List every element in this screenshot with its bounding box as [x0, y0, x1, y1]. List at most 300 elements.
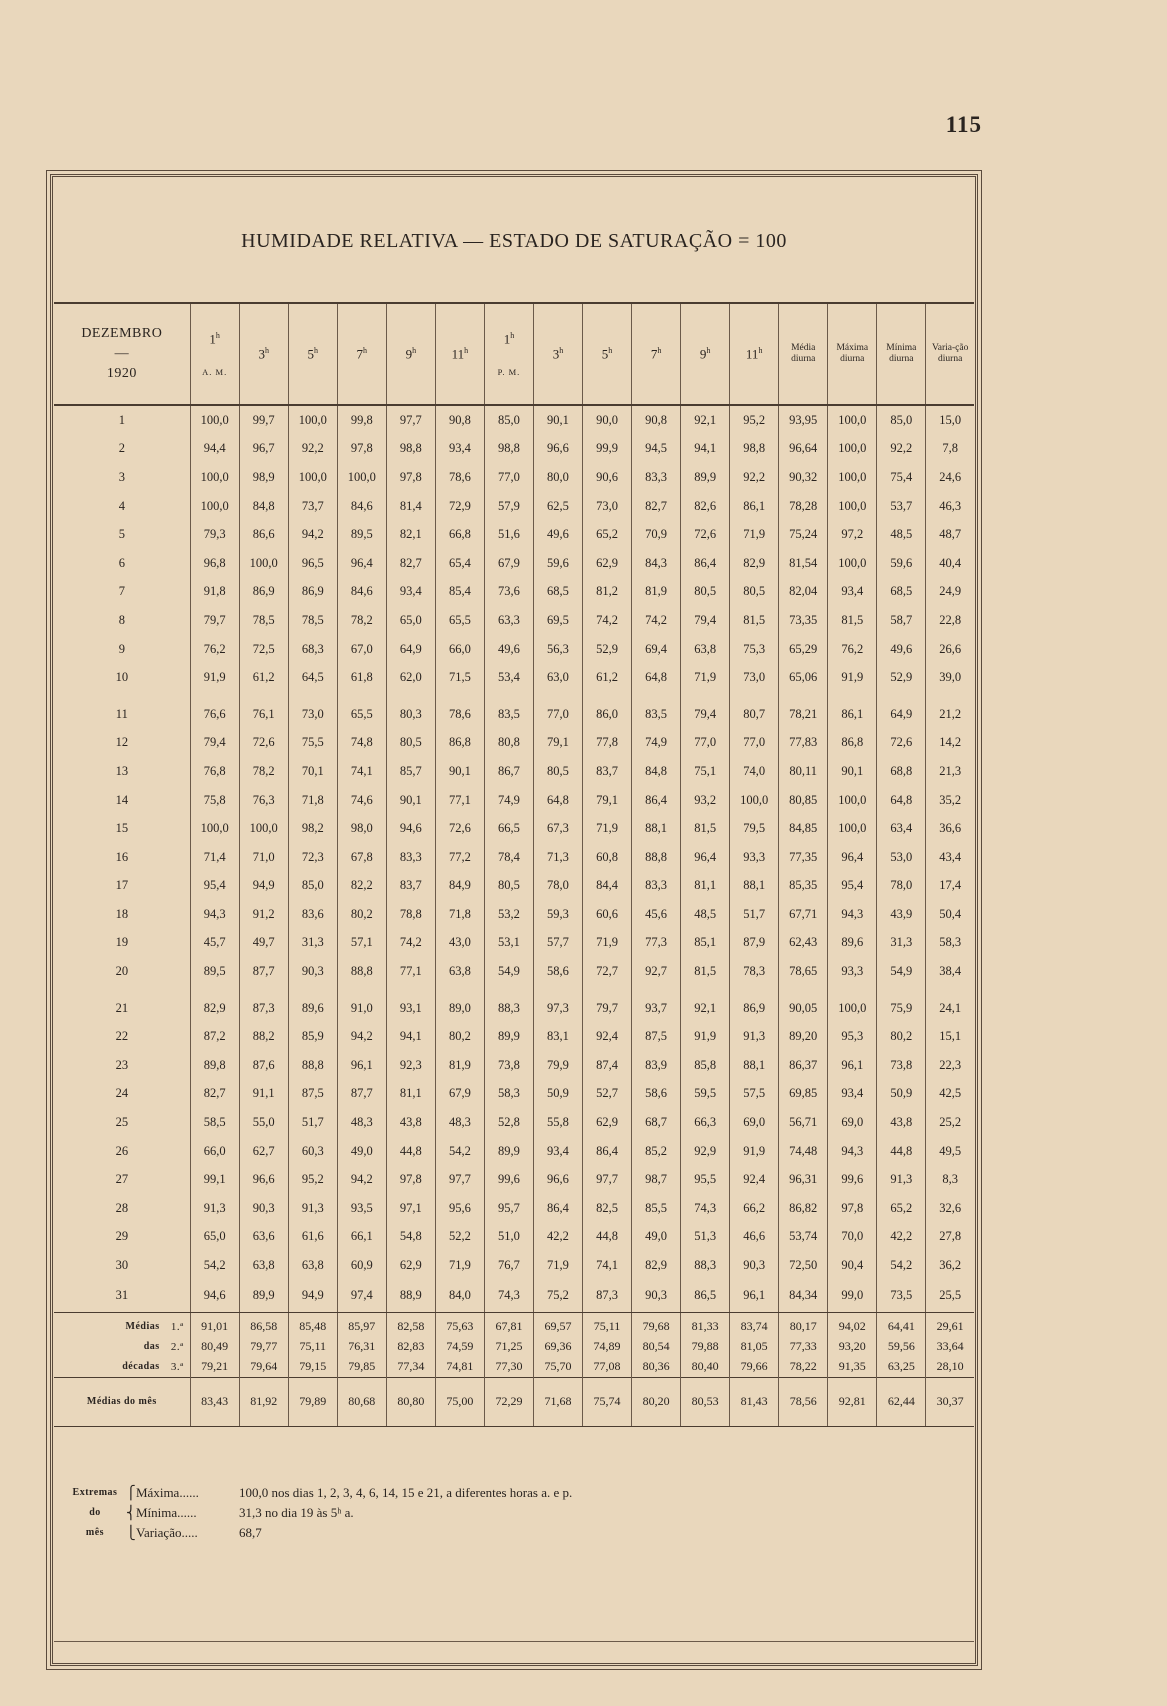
cell-value: 80,54 — [632, 1337, 681, 1357]
cell-value: 72,6 — [877, 729, 926, 758]
cell-value: 73,0 — [583, 492, 632, 521]
day-number: 15 — [115, 821, 129, 836]
day-number: 19 — [115, 935, 129, 950]
cell-value: 89,6 — [288, 986, 337, 1023]
cell-value: 67,8 — [337, 843, 386, 872]
cell-value: 25,2 — [926, 1108, 974, 1137]
cell-value: 100,0 — [828, 786, 877, 815]
cell-value: 84,6 — [337, 492, 386, 521]
cell-value: 77,0 — [484, 463, 533, 492]
table-row — [54, 843, 974, 872]
cell-value: 94,4 — [190, 435, 239, 464]
cell-value: 52,9 — [583, 635, 632, 664]
cell-value: 92,2 — [288, 435, 337, 464]
cell-value: 90,3 — [239, 1194, 288, 1223]
cell-value: 79,21 — [190, 1357, 239, 1378]
day-number: 31 — [54, 1280, 190, 1313]
cell-value: 69,57 — [533, 1312, 582, 1337]
table-row — [54, 1165, 974, 1194]
cell-value: 22,3 — [926, 1051, 974, 1080]
cell-value: 100,0 — [828, 814, 877, 843]
day-number: 13 — [115, 763, 129, 778]
cell-value: 76,31 — [337, 1337, 386, 1357]
cell-value: 89,5 — [337, 520, 386, 549]
cell-value: 88,2 — [239, 1022, 288, 1051]
cell-value: 71,9 — [583, 814, 632, 843]
cell-value: 57,9 — [484, 492, 533, 521]
cell-value: 73,0 — [288, 692, 337, 729]
cell-value: 49,0 — [337, 1137, 386, 1166]
cell-value: 78,6 — [435, 463, 484, 492]
cell-value: 52,7 — [583, 1080, 632, 1109]
cell-value: 74,48 — [779, 1137, 828, 1166]
cell-value: 84,34 — [779, 1280, 828, 1313]
day-number: 1 — [118, 412, 125, 427]
cell-value: 74,6 — [337, 786, 386, 815]
cell-value: 15,1 — [926, 1022, 974, 1051]
cell-value: 93,4 — [828, 1080, 877, 1109]
cell-value: 77,8 — [583, 729, 632, 758]
cell-value: 65,29 — [779, 635, 828, 664]
cell-value: 49,7 — [239, 929, 288, 958]
decade-row — [54, 1312, 974, 1337]
table-row — [54, 405, 974, 435]
table-row — [54, 635, 974, 664]
cell-value: 65,4 — [435, 549, 484, 578]
cell-value: 71,8 — [435, 900, 484, 929]
cell-value: 85,9 — [288, 1022, 337, 1051]
month-year-header — [54, 304, 190, 405]
cell-value: 59,3 — [533, 900, 582, 929]
decade-label — [54, 1357, 190, 1378]
cell-value: 65,06 — [779, 663, 828, 692]
cell-value: 94,1 — [681, 435, 730, 464]
cell-value: 8,3 — [926, 1165, 974, 1194]
cell-value: 77,30 — [484, 1357, 533, 1378]
hour-header — [288, 304, 337, 405]
cell-value: 78,6 — [435, 692, 484, 729]
cell-value: 94,2 — [288, 520, 337, 549]
cell-value: 87,3 — [239, 986, 288, 1023]
cell-value: 76,2 — [828, 635, 877, 664]
cell-value: 83,5 — [484, 692, 533, 729]
cell-value: 77,0 — [730, 729, 779, 758]
hour-header — [681, 304, 730, 405]
cell-value: 74,2 — [632, 606, 681, 635]
cell-value: 62,9 — [583, 1108, 632, 1137]
cell-value: 75,4 — [877, 463, 926, 492]
cell-value: 80,5 — [730, 578, 779, 607]
cell-value: 62,44 — [877, 1377, 926, 1426]
cell-value: 92,7 — [632, 957, 681, 986]
cell-value: 79,15 — [288, 1357, 337, 1378]
cell-value: 69,0 — [730, 1108, 779, 1137]
cell-value: 45,7 — [190, 929, 239, 958]
hour-value: 9 — [699, 346, 707, 362]
cell-value: 95,7 — [484, 1194, 533, 1223]
cell-value: 50,9 — [877, 1080, 926, 1109]
cell-value: 97,1 — [386, 1194, 435, 1223]
cell-value: 100,0 — [828, 492, 877, 521]
cell-value: 74,9 — [484, 786, 533, 815]
cell-value: 51,3 — [681, 1223, 730, 1252]
cell-value: 86,0 — [583, 692, 632, 729]
cell-value: 80,11 — [779, 757, 828, 786]
cell-value: 68,8 — [877, 757, 926, 786]
cell-value: 72,6 — [239, 729, 288, 758]
decade-ordinal: 1.ª — [170, 1321, 184, 1334]
cell-value: 100,0 — [288, 463, 337, 492]
table-row — [54, 1280, 974, 1313]
cell-value: 80,17 — [779, 1312, 828, 1337]
bottom-divider — [54, 1641, 974, 1642]
cell-value: 82,7 — [632, 492, 681, 521]
cell-value: 85,7 — [386, 757, 435, 786]
cell-value: 77,3 — [632, 929, 681, 958]
hour-header — [190, 304, 239, 405]
cell-value: 92,1 — [681, 405, 730, 435]
day-number: 16 — [115, 849, 129, 864]
page-number: 115 — [945, 112, 982, 137]
cell-value: 91,3 — [877, 1165, 926, 1194]
hour-unit: h — [657, 345, 662, 355]
cell-value: 75,1 — [681, 757, 730, 786]
cell-value: 62,5 — [533, 492, 582, 521]
cell-value: 88,1 — [730, 1051, 779, 1080]
cell-value: 96,7 — [239, 435, 288, 464]
cell-value: 21,2 — [926, 692, 974, 729]
cell-value: 92,4 — [583, 1022, 632, 1051]
cell-value: 56,3 — [533, 635, 582, 664]
cell-value: 75,24 — [779, 520, 828, 549]
hour-unit: h — [412, 345, 417, 355]
cell-value: 86,58 — [239, 1312, 288, 1337]
cell-value: 24,9 — [926, 578, 974, 607]
cell-value: 22,8 — [926, 606, 974, 635]
cell-value: 95,2 — [730, 405, 779, 435]
cell-value: 87,5 — [288, 1080, 337, 1109]
cell-value: 100,0 — [828, 986, 877, 1023]
year-label: 1920 — [106, 366, 137, 381]
hour-header — [239, 304, 288, 405]
cell-value: 79,5 — [730, 814, 779, 843]
cell-value: 86,1 — [730, 492, 779, 521]
cell-value: 74,1 — [583, 1251, 632, 1280]
cell-value: 77,08 — [583, 1357, 632, 1378]
cell-value: 57,1 — [337, 929, 386, 958]
cell-value: 82,9 — [190, 986, 239, 1023]
cell-value: 84,0 — [435, 1280, 484, 1313]
table-row — [54, 786, 974, 815]
hour-value: 3 — [552, 346, 560, 362]
cell-value: 59,5 — [681, 1080, 730, 1109]
cell-value: 58,5 — [190, 1108, 239, 1137]
cell-value: 71,3 — [533, 843, 582, 872]
cell-value: 51,7 — [288, 1108, 337, 1137]
cell-value: 38,4 — [926, 957, 974, 986]
cell-value: 84,9 — [435, 872, 484, 901]
cell-value: 65,5 — [337, 692, 386, 729]
cell-value: 92,9 — [681, 1137, 730, 1166]
cell-value: 76,2 — [190, 635, 239, 664]
cell-value: 54,2 — [190, 1251, 239, 1280]
day-number: 22 — [115, 1029, 129, 1044]
cell-value: 97,3 — [533, 986, 582, 1023]
cell-value: 75,11 — [583, 1312, 632, 1337]
cell-value: 74,9 — [632, 729, 681, 758]
cell-value: 48,3 — [337, 1108, 386, 1137]
cell-value: 64,41 — [877, 1312, 926, 1337]
cell-value: 97,8 — [386, 1165, 435, 1194]
cell-value: 81,43 — [730, 1377, 779, 1426]
cell-value: 99,8 — [337, 405, 386, 435]
cell-value: 87,6 — [239, 1051, 288, 1080]
hour-unit: h — [608, 345, 613, 355]
cell-value: 74,2 — [583, 606, 632, 635]
month-label: DEZEMBRO — [81, 326, 163, 341]
cell-value: 97,8 — [337, 435, 386, 464]
cell-value: 96,6 — [533, 1165, 582, 1194]
cell-value: 79,4 — [681, 692, 730, 729]
cell-value: 36,6 — [926, 814, 974, 843]
pm-label: P. M. — [497, 367, 521, 378]
cell-value: 86,37 — [779, 1051, 828, 1080]
cell-value: 96,5 — [288, 549, 337, 578]
cell-value: 81,05 — [730, 1337, 779, 1357]
cell-value: 89,20 — [779, 1022, 828, 1051]
cell-value: 86,5 — [681, 1280, 730, 1313]
table-row — [54, 1022, 974, 1051]
cell-value: 72,50 — [779, 1251, 828, 1280]
cell-value: 86,4 — [583, 1137, 632, 1166]
day-number: 29 — [115, 1229, 129, 1244]
table-row — [54, 435, 974, 464]
cell-value: 64,8 — [877, 786, 926, 815]
cell-value: 94,2 — [337, 1165, 386, 1194]
cell-value: 74,3 — [681, 1194, 730, 1223]
decade-caption: décadas — [122, 1361, 160, 1373]
cell-value: 90,1 — [435, 757, 484, 786]
cell-value: 76,7 — [484, 1251, 533, 1280]
cell-value: 77,0 — [533, 692, 582, 729]
cell-value: 49,0 — [632, 1223, 681, 1252]
cell-value: 58,7 — [877, 606, 926, 635]
cell-value: 87,5 — [632, 1022, 681, 1051]
decade-caption: Médias — [125, 1321, 160, 1333]
extreme-key: mês — [85, 1527, 105, 1538]
cell-value: 80,5 — [533, 757, 582, 786]
decade-label — [54, 1312, 190, 1337]
cell-value: 94,9 — [288, 1280, 337, 1313]
cell-value: 79,1 — [583, 786, 632, 815]
extreme-key: do — [89, 1507, 101, 1518]
extreme-row — [64, 1523, 764, 1543]
cell-value: 100,0 — [337, 463, 386, 492]
cell-value: 36,2 — [926, 1251, 974, 1280]
cell-value: 67,71 — [779, 900, 828, 929]
cell-value: 52,2 — [435, 1223, 484, 1252]
cell-value: 100,0 — [828, 463, 877, 492]
cell-value: 30,37 — [926, 1377, 974, 1426]
cell-value: 80,5 — [681, 578, 730, 607]
cell-value: 79,7 — [583, 986, 632, 1023]
cell-value: 100,0 — [828, 405, 877, 435]
cell-value: 79,4 — [681, 606, 730, 635]
cell-value: 90,0 — [583, 405, 632, 435]
cell-value: 72,29 — [484, 1377, 533, 1426]
cell-value: 83,9 — [632, 1051, 681, 1080]
cell-value: 93,1 — [386, 986, 435, 1023]
cell-value: 51,7 — [730, 900, 779, 929]
day-number: 28 — [115, 1200, 129, 1215]
hour-value: 5 — [307, 346, 314, 362]
cell-value: 40,4 — [926, 549, 974, 578]
cell-value: 80,5 — [386, 729, 435, 758]
cell-value: 80,49 — [190, 1337, 239, 1357]
cell-value: 89,9 — [484, 1137, 533, 1166]
cell-value: 85,4 — [435, 578, 484, 607]
cell-value: 71,9 — [583, 929, 632, 958]
cell-value: 87,2 — [190, 1022, 239, 1051]
cell-value: 79,3 — [190, 520, 239, 549]
cell-value: 87,7 — [239, 957, 288, 986]
decade-ordinal: 2.ª — [170, 1341, 184, 1354]
cell-value: 80,2 — [435, 1022, 484, 1051]
cell-value: 61,2 — [239, 663, 288, 692]
cell-value: 88,9 — [386, 1280, 435, 1313]
cell-value: 98,9 — [239, 463, 288, 492]
cell-value: 74,8 — [337, 729, 386, 758]
cell-value: 62,9 — [583, 549, 632, 578]
extreme-value: 100,0 nos dias 1, 2, 3, 4, 6, 14, 15 e 21, a diferentes horas a. e p. — [239, 1485, 573, 1500]
cell-value: 83,1 — [533, 1022, 582, 1051]
cell-value: 79,77 — [239, 1337, 288, 1357]
cell-value: 75,70 — [533, 1357, 582, 1378]
cell-value: 85,1 — [681, 929, 730, 958]
cell-value: 88,8 — [288, 1051, 337, 1080]
hour-unit: h — [706, 345, 711, 355]
cell-value: 93,95 — [779, 405, 828, 435]
cell-value: 80,85 — [779, 786, 828, 815]
day-number: 14 — [115, 792, 129, 807]
cell-value: 89,5 — [190, 957, 239, 986]
cell-value: 82,58 — [386, 1312, 435, 1337]
cell-value: 97,7 — [435, 1165, 484, 1194]
day-number: 24 — [115, 1086, 129, 1101]
cell-value: 75,74 — [583, 1377, 632, 1426]
cell-value: 64,8 — [632, 663, 681, 692]
cell-value: 44,8 — [583, 1223, 632, 1252]
cell-value: 43,0 — [435, 929, 484, 958]
cell-value: 83,6 — [288, 900, 337, 929]
cell-value: 53,0 — [877, 843, 926, 872]
decade-ordinal: 3.ª — [170, 1361, 184, 1374]
day-number: 17 — [115, 878, 129, 893]
cell-value: 93,5 — [337, 1194, 386, 1223]
cell-value: 73,0 — [730, 663, 779, 692]
hour-unit: h — [758, 345, 763, 355]
cell-value: 100,0 — [190, 405, 239, 435]
cell-value: 68,3 — [288, 635, 337, 664]
table-row — [54, 692, 974, 729]
cell-value: 91,9 — [190, 663, 239, 692]
cell-value: 71,9 — [681, 663, 730, 692]
cell-value: 78,0 — [533, 872, 582, 901]
cell-value: 84,85 — [779, 814, 828, 843]
table-row — [54, 578, 974, 607]
cell-value: 77,2 — [435, 843, 484, 872]
cell-value: 50,4 — [926, 900, 974, 929]
cell-value: 90,3 — [730, 1251, 779, 1280]
cell-value: 70,9 — [632, 520, 681, 549]
day-number: 23 — [115, 1057, 129, 1072]
variacao-header: Varia-ção diurna — [926, 304, 974, 405]
hour-header — [435, 304, 484, 405]
cell-value: 86,9 — [288, 578, 337, 607]
cell-value: 63,25 — [877, 1357, 926, 1378]
cell-value: 86,9 — [730, 986, 779, 1023]
cell-value: 31,3 — [288, 929, 337, 958]
cell-value: 81,5 — [681, 957, 730, 986]
cell-value: 91,35 — [828, 1357, 877, 1378]
table-row — [54, 492, 974, 521]
cell-value: 32,6 — [926, 1194, 974, 1223]
day-number: 25 — [115, 1115, 129, 1130]
table-row — [54, 1194, 974, 1223]
cell-value: 63,3 — [484, 606, 533, 635]
cell-value: 73,35 — [779, 606, 828, 635]
cell-value: 85,35 — [779, 872, 828, 901]
humidity-table — [54, 304, 974, 1427]
cell-value: 48,7 — [926, 520, 974, 549]
cell-value: 96,1 — [337, 1051, 386, 1080]
hour-value: 9 — [405, 346, 413, 362]
table-row — [54, 1108, 974, 1137]
cell-value: 91,3 — [730, 1022, 779, 1051]
cell-value: 59,6 — [533, 549, 582, 578]
cell-value: 91,3 — [190, 1194, 239, 1223]
cell-value: 68,5 — [877, 578, 926, 607]
cell-value: 82,2 — [337, 872, 386, 901]
cell-value: 43,8 — [877, 1108, 926, 1137]
cell-value: 96,8 — [190, 549, 239, 578]
cell-value: 100,0 — [828, 435, 877, 464]
cell-value: 97,2 — [828, 520, 877, 549]
cell-value: 61,6 — [288, 1223, 337, 1252]
cell-value: 98,7 — [632, 1165, 681, 1194]
hour-unit: h — [314, 345, 318, 355]
cell-value: 80,20 — [632, 1377, 681, 1426]
cell-value: 91,0 — [337, 986, 386, 1023]
cell-value: 81,2 — [583, 578, 632, 607]
cell-value: 75,63 — [435, 1312, 484, 1337]
cell-value: 46,6 — [730, 1223, 779, 1252]
cell-value: 84,8 — [632, 757, 681, 786]
cell-value: 81,5 — [828, 606, 877, 635]
cell-value: 39,0 — [926, 663, 974, 692]
cell-value: 80,3 — [386, 692, 435, 729]
cell-value: 78,3 — [730, 957, 779, 986]
table-row — [54, 900, 974, 929]
cell-value: 66,3 — [681, 1108, 730, 1137]
cell-value: 76,1 — [239, 692, 288, 729]
cell-value: 46,3 — [926, 492, 974, 521]
cell-value: 63,0 — [533, 663, 582, 692]
cell-value: 71,9 — [435, 1251, 484, 1280]
cell-value: 83,3 — [632, 872, 681, 901]
cell-value: 62,7 — [239, 1137, 288, 1166]
table-row — [54, 1080, 974, 1109]
